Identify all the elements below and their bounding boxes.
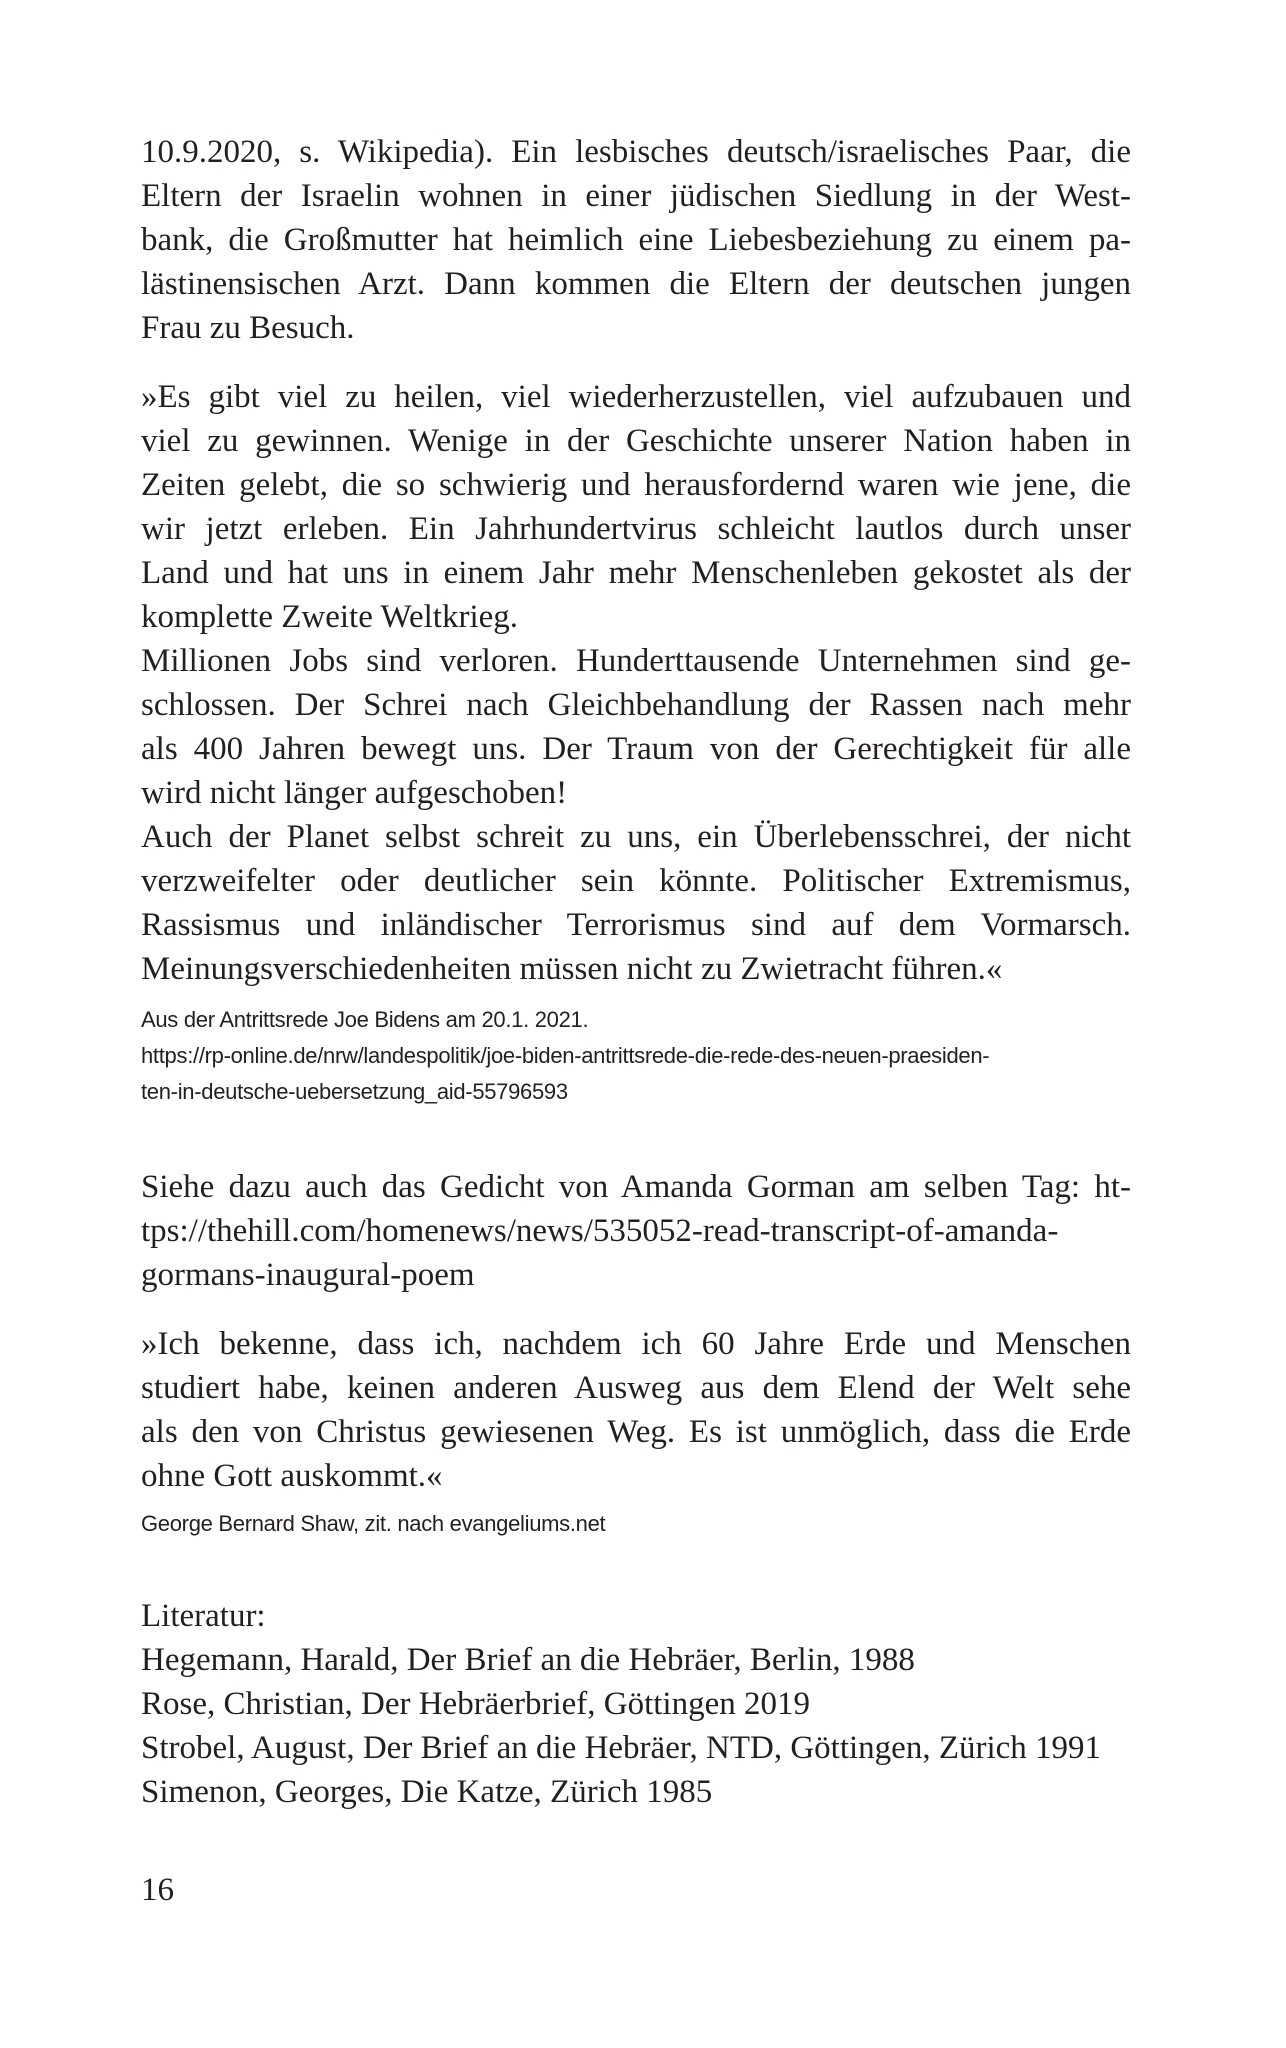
literature-entry: Rose, Christian, Der Hebräerbrief, Göttingen 2019: [141, 1686, 810, 1722]
source-line: Aus der Antrittsrede Joe Bidens am 20.1. 2021.: [141, 1007, 589, 1032]
source-line: https://rp-online.de/nrw/landespolitik/joe-biden-antrittsrede-die-rede-des-neuen-praesiden-: [141, 1043, 990, 1068]
source-line: ten-in-deutsche-uebersetzung_aid-55796593: [141, 1079, 568, 1104]
literature-list: [141, 1594, 1131, 1814]
text-line: Rassismus und inländischer Terrorismus sind auf dem Vormarsch.: [141, 907, 1131, 943]
text-line: viel zu gewinnen. Wenige in der Geschichte unserer Nation haben in: [141, 423, 1131, 459]
text-line: Land und hat uns in einem Jahr mehr Menschenleben gekostet als der: [141, 555, 1131, 591]
text-line: komplette Zweite Weltkrieg.: [141, 599, 519, 635]
literature-entry: Hegemann, Harald, Der Brief an die Hebräer, Berlin, 1988: [141, 1642, 915, 1678]
quote-shaw: [141, 1322, 1131, 1498]
text-line: wird nicht länger aufgeschoben!: [141, 775, 568, 811]
text-line: studiert habe, keinen anderen Ausweg aus dem Elend der Welt sehe: [141, 1370, 1131, 1406]
quote-biden: [141, 375, 1131, 991]
text-line: tps://thehill.com/homenews/news/535052-read-transcript-of-amanda-: [141, 1213, 1059, 1249]
source-shaw: [141, 1506, 1131, 1542]
source-line: George Bernard Shaw, zit. nach evangeliums.net: [141, 1511, 606, 1536]
paragraph-gorman: [141, 1165, 1131, 1297]
text-line: als den von Christus gewiesenen Weg. Es ist unmöglich, dass die Erde: [141, 1414, 1131, 1450]
text-line: Frau zu Besuch.: [141, 310, 355, 346]
literature-entry: Simenon, Georges, Die Katze, Zürich 1985: [141, 1774, 713, 1810]
text-line: als 400 Jahren bewegt uns. Der Traum von der Gerechtigkeit für alle: [141, 731, 1131, 767]
text-line: schlossen. Der Schrei nach Gleichbehandlung der Rassen nach mehr: [141, 687, 1131, 723]
text-line: Siehe dazu auch das Gedicht von Amanda Gorman am selben Tag: ht-: [141, 1169, 1131, 1205]
text-line: lästinensischen Arzt. Dann kommen die Eltern der deutschen jungen: [141, 266, 1131, 302]
text-line: »Ich bekenne, dass ich, nachdem ich 60 Jahre Erde und Menschen: [141, 1326, 1131, 1362]
literature-heading: Literatur:: [141, 1598, 266, 1634]
text-line: »Es gibt viel zu heilen, viel wiederherzustellen, viel aufzubauen und: [141, 379, 1131, 415]
page-number: 16: [141, 1872, 174, 1908]
text-line: ohne Gott auskommt.«: [141, 1458, 443, 1494]
text-line: Auch der Planet selbst schreit zu uns, ein Überlebensschrei, der nicht: [141, 819, 1131, 855]
text-line: Eltern der Israelin wohnen in einer jüdischen Siedlung in der West-: [141, 178, 1131, 214]
text-line: verzweifelter oder deutlicher sein könnte. Politischer Extremismus,: [141, 863, 1131, 899]
text-line: Millionen Jobs sind verloren. Hunderttausende Unternehmen sind ge-: [141, 643, 1131, 679]
text-line: 10.9.2020, s. Wikipedia). Ein lesbisches deutsch/israelisches Paar, die: [141, 134, 1131, 170]
source-biden: [141, 1002, 1131, 1110]
text-line: gormans-inaugural-poem: [141, 1257, 475, 1293]
text-line: wir jetzt erleben. Ein Jahrhundertvirus schleicht lautlos durch unser: [141, 511, 1131, 547]
literature-entry: Strobel, August, Der Brief an die Hebräer, NTD, Göttingen, Zürich 1991: [141, 1730, 1102, 1766]
text-line: bank, die Großmutter hat heimlich eine Liebesbeziehung zu einem pa-: [141, 222, 1131, 258]
text-line: Meinungsverschiedenheiten müssen nicht zu Zwietracht führen.«: [141, 951, 1003, 987]
text-line: Zeiten gelebt, die so schwierig und herausfordernd waren wie jene, die: [141, 467, 1131, 503]
paragraph-intro: [141, 130, 1131, 350]
